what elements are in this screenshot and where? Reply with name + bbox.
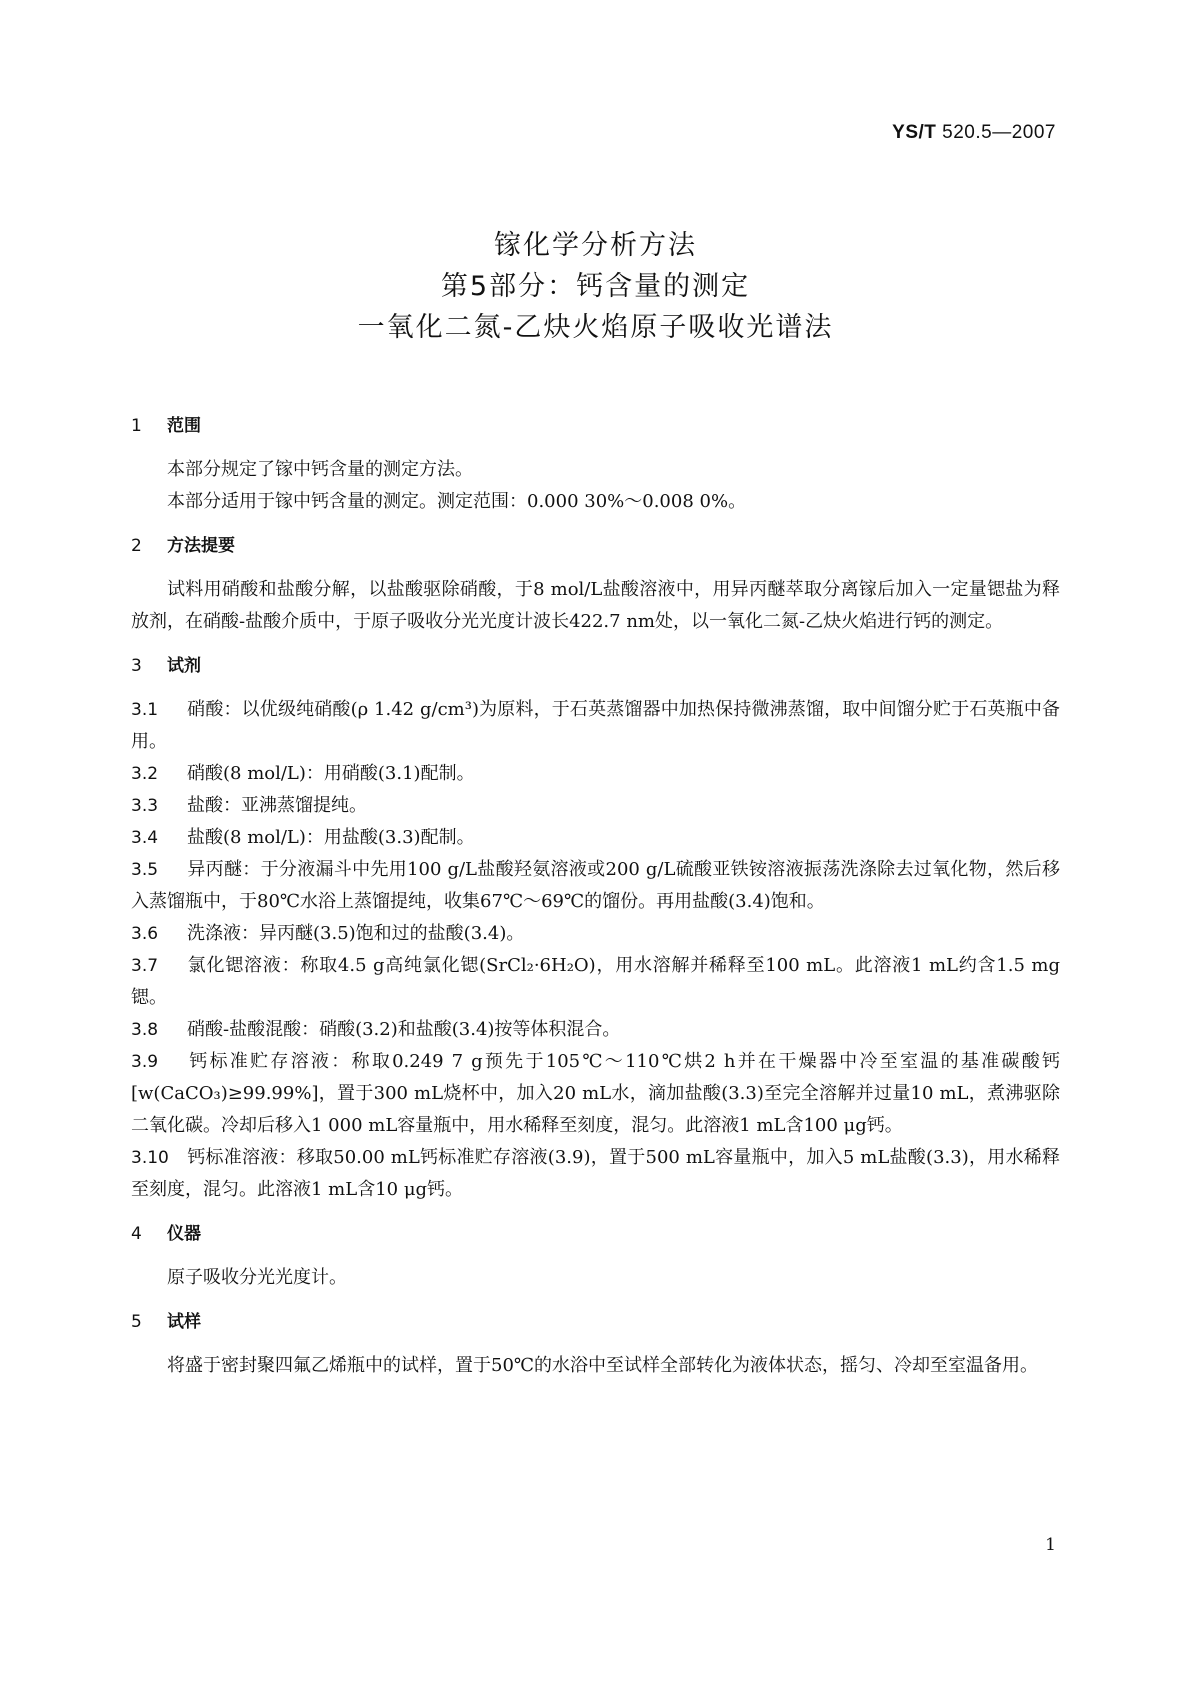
reagent-item: 3.4 盐酸(8 mol/L)：用盐酸(3.3)配制。 bbox=[131, 827, 475, 848]
reagent-item: 3.1 硝酸：以优级纯硝酸(ρ 1.42 g/cm³)为原料，于石英蒸馏器中加热保持微沸蒸馏，取中间馏分贮于石英瓶中备用。 bbox=[131, 699, 1060, 752]
scope-paragraph-1: 本部分规定了镓中钙含量的测定方法。 bbox=[167, 459, 473, 480]
title-line-2: 第5部分：钙含量的测定 bbox=[440, 271, 751, 302]
sample-paragraph: 将盛于密封聚四氟乙烯瓶中的试样，置于50℃的水浴中至试样全部转化为液体状态，摇匀、冷却至室温备用。 bbox=[167, 1355, 1039, 1376]
section-heading-reagents: 3 试剂 bbox=[131, 656, 201, 676]
reagent-item: 3.10 钙标准溶液：移取50.00 mL钙标准贮存溶液(3.9)，置于500 mL容量瓶中，加入5 mL盐酸(3.3)，用水稀释至刻度，混匀。此溶液1 mL含10 μg钙。 bbox=[131, 1147, 1060, 1200]
section-heading-apparatus: 4 仪器 bbox=[131, 1224, 201, 1244]
standard-code: 520.5—2007 bbox=[942, 122, 1056, 143]
reagent-item: 3.9 钙标准贮存溶液：称取0.249 7 g预先于105℃～110℃烘2 h并在干燥器中冷至室温的基准碳酸钙[w(CaCO₃)≥99.99%]，置于300 mL烧杯中，加入20 mL水，滴加盐酸(3.3)至完全溶解并过量10 mL，煮沸驱除二氧化碳。冷却后移入1 000 mL容量瓶中，用水稀释至刻度，混匀。此溶液1 mL含100 μg钙。 bbox=[131, 1051, 1060, 1136]
section-heading-sample: 5 试样 bbox=[131, 1312, 201, 1332]
title-line-1: 镓化学分析方法 bbox=[494, 230, 697, 261]
reagent-item: 3.5 异丙醚：于分液漏斗中先用100 g/L盐酸羟氨溶液或200 g/L硫酸亚铁铵溶液振荡洗涤除去过氧化物，然后移入蒸馏瓶中，于80℃水浴上蒸馏提纯，收集67℃～69℃的馏份。再用盐酸(3.4)饱和。 bbox=[131, 859, 1060, 912]
reagent-item: 3.7 氯化锶溶液：称取4.5 g高纯氯化锶(SrCl₂·6H₂O)，用水溶解并稀释至100 mL。此溶液1 mL约含1.5 mg锶。 bbox=[131, 955, 1060, 1008]
reagent-item: 3.2 硝酸(8 mol/L)：用硝酸(3.1)配制。 bbox=[131, 763, 475, 784]
page-number: 1 bbox=[1045, 1535, 1056, 1555]
reagent-item: 3.6 洗涤液：异丙醚(3.5)饱和过的盐酸(3.4)。 bbox=[131, 923, 525, 944]
apparatus-paragraph: 原子吸收分光光度计。 bbox=[167, 1267, 347, 1288]
reagent-item: 3.8 硝酸-盐酸混酸：硝酸(3.2)和盐酸(3.4)按等体积混合。 bbox=[131, 1019, 621, 1040]
method-summary-paragraph: 试料用硝酸和盐酸分解，以盐酸驱除硝酸，于8 mol/L盐酸溶液中，用异丙醚萃取分离镓后加入一定量锶盐为释放剂，在硝酸-盐酸介质中，于原子吸收分光光度计波长422.7 nm处，以一氧化二氮-乙炔火焰进行钙的测定。 bbox=[131, 579, 1060, 632]
standard-prefix: YS/T bbox=[892, 122, 937, 143]
reagent-item: 3.3 盐酸：亚沸蒸馏提纯。 bbox=[131, 795, 367, 816]
section-heading-method-summary: 2 方法提要 bbox=[131, 536, 235, 556]
standard-number bbox=[892, 122, 1056, 144]
document-title bbox=[0, 225, 1191, 348]
document-body bbox=[131, 410, 1060, 1382]
title-line-3: 一氧化二氮-乙炔火焰原子吸收光谱法 bbox=[357, 312, 834, 343]
scope-paragraph-2: 本部分适用于镓中钙含量的测定。测定范围：0.000 30%～0.008 0%。 bbox=[167, 491, 747, 512]
section-heading-scope: 1 范围 bbox=[131, 416, 201, 436]
